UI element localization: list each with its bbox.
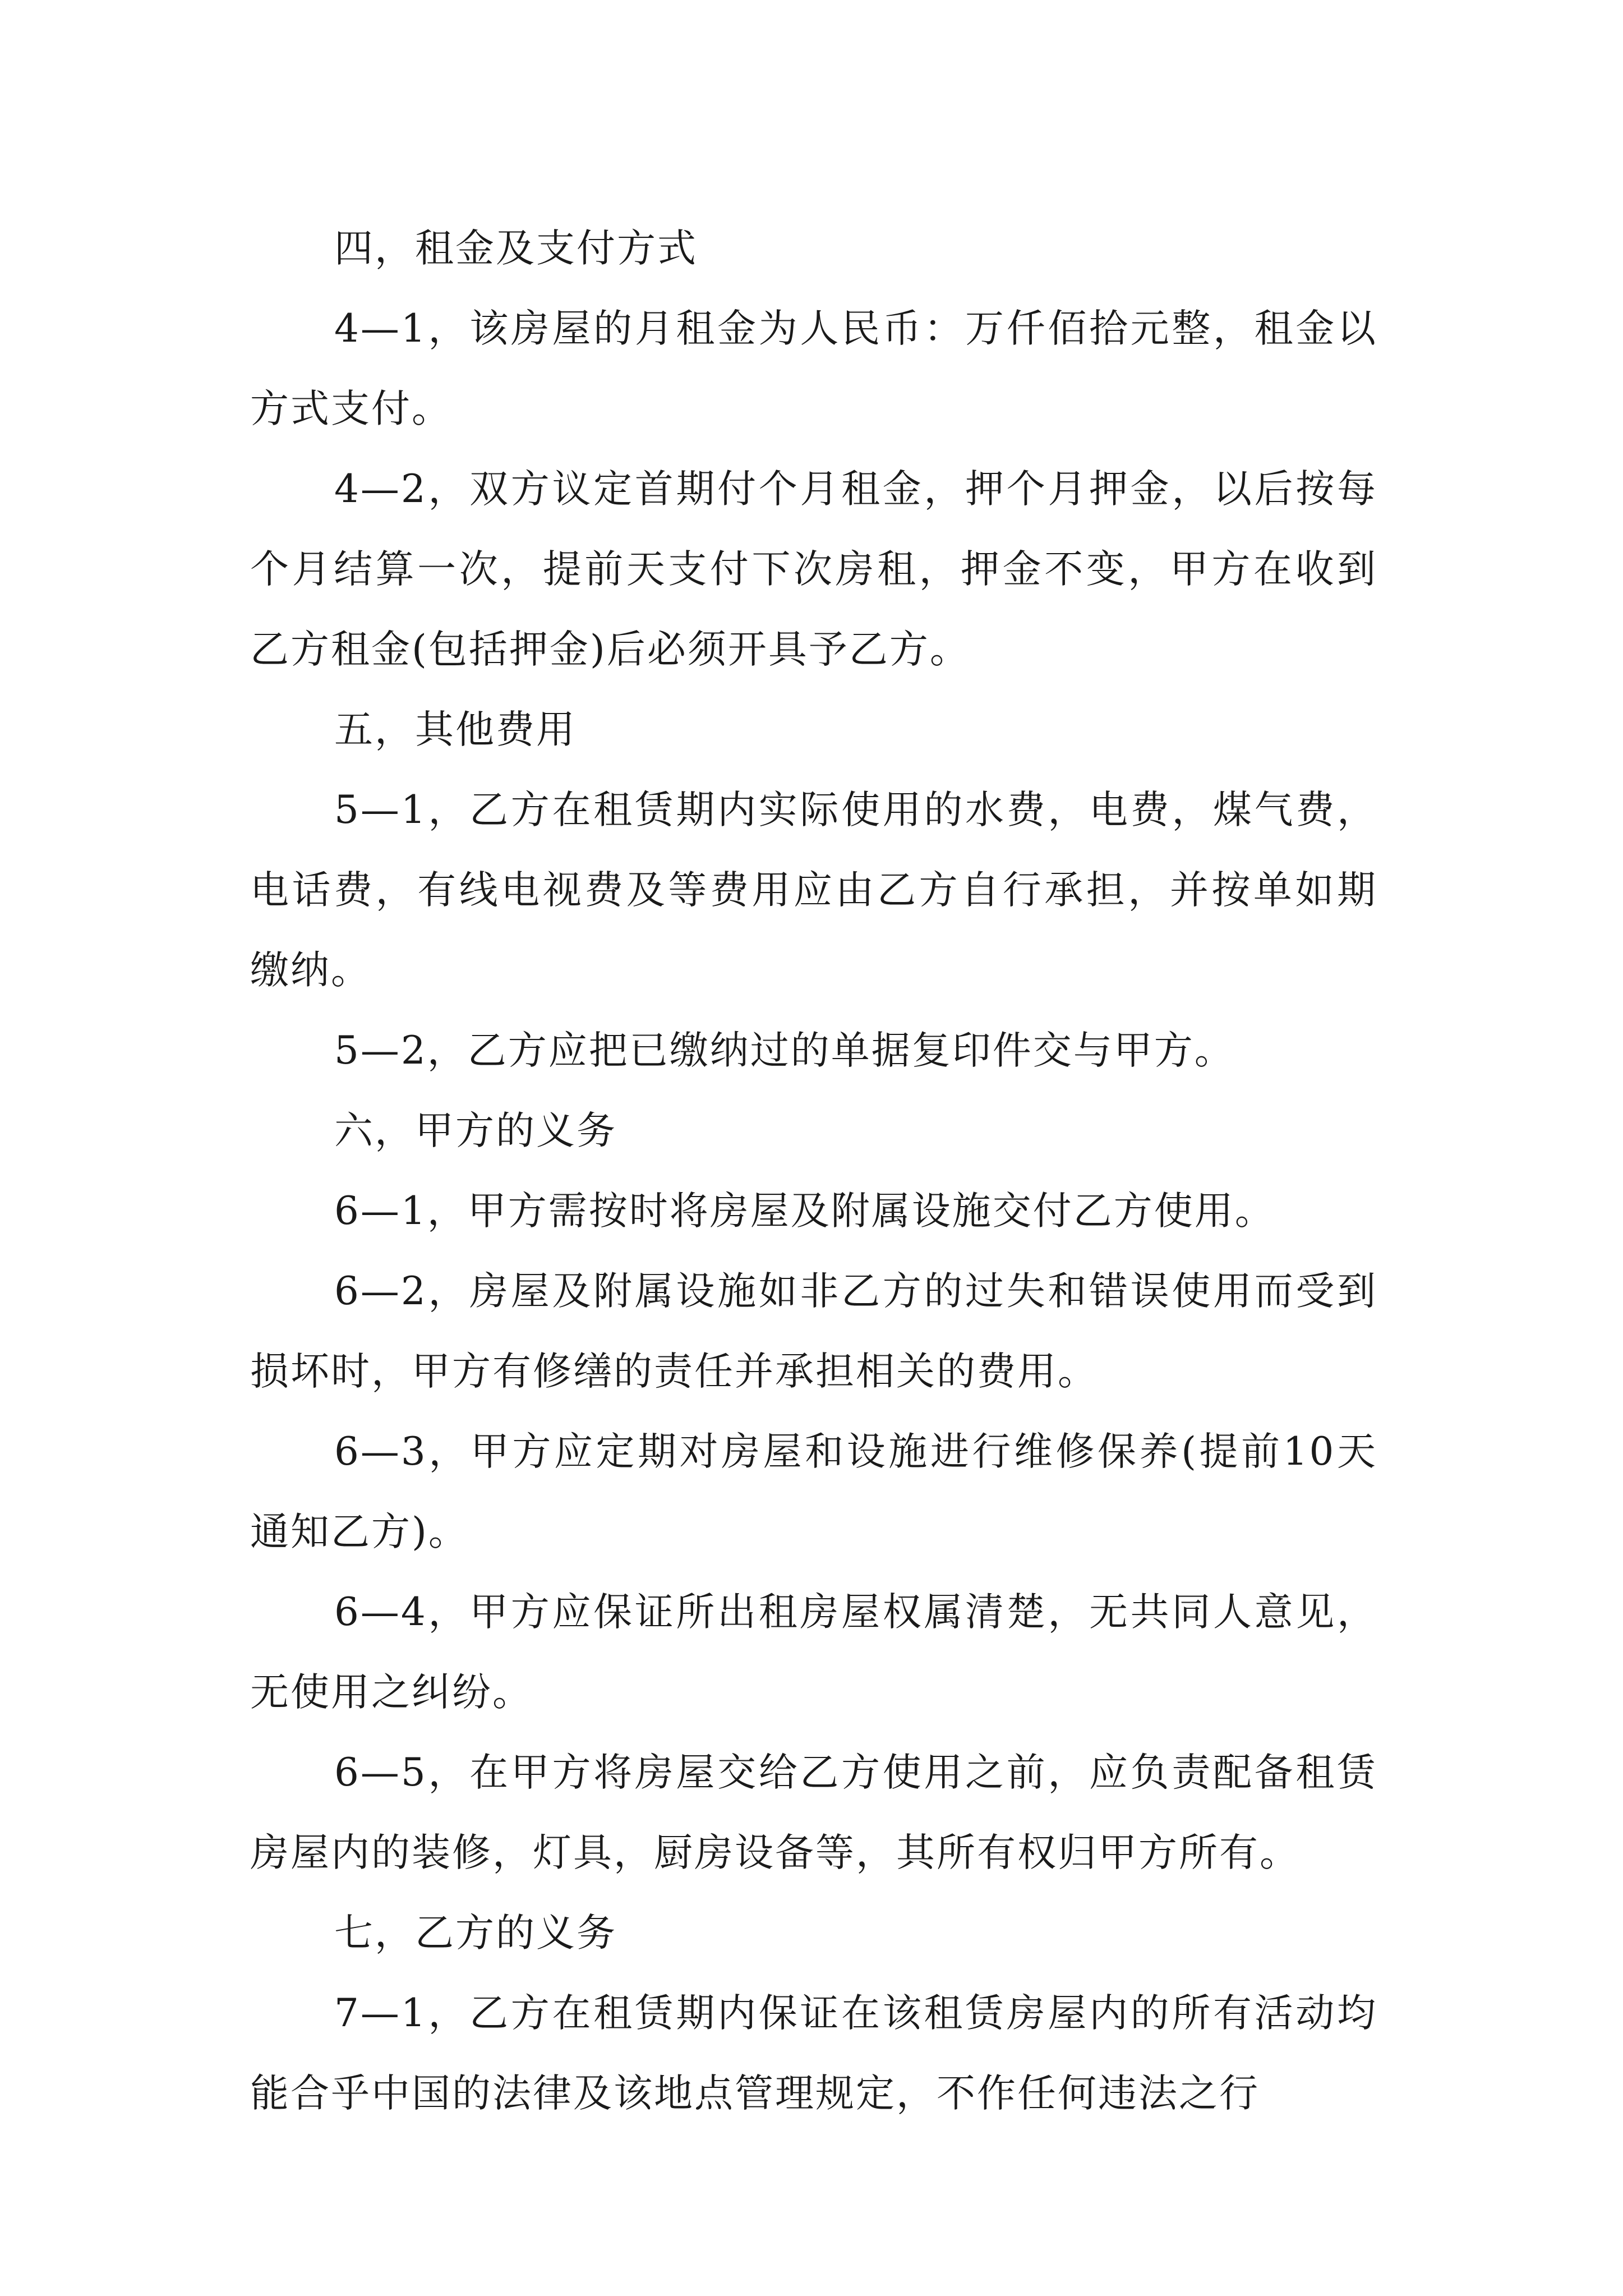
section-heading-7: 七，乙方的义务	[334, 1911, 617, 1955]
clause-6-2: 6—2，房屋及附属设施如非乙方的过失和错误使用而受到损坏时，甲方有修缮的责任并承担相关的费用。	[250, 1269, 1377, 1394]
clause-4-2: 4—2，双方议定首期付个月租金，押个月押金，以后按每个月结算一次，提前天支付下次房租，押金不变，甲方在收到乙方租金(包括押金)后必须开具予乙方。	[250, 467, 1377, 672]
clause-6-4: 6—4，甲方应保证所出租房屋权属清楚，无共同人意见，无使用之纠纷。	[250, 1590, 1377, 1715]
clause-4-1: 4—1，该房屋的月租金为人民币：万仟佰拾元整，租金以方式支付。	[250, 306, 1377, 431]
clause-5-2: 5—2，乙方应把已缴纳过的单据复印件交与甲方。	[334, 1028, 1235, 1073]
document-body	[250, 209, 1377, 2134]
clause-6-3: 6—3，甲方应定期对房屋和设施进行维修保养(提前10天通知乙方)。	[250, 1429, 1377, 1554]
clause-6-5: 6—5，在甲方将房屋交给乙方使用之前，应负责配备租赁房屋内的装修，灯具，厨房设备等，其所有权归甲方所有。	[250, 1750, 1377, 1875]
clause-6-1: 6—1，甲方需按时将房屋及附属设施交付乙方使用。	[334, 1189, 1275, 1234]
section-heading-5: 五，其他费用	[334, 707, 577, 752]
section-heading-6: 六，甲方的义务	[334, 1108, 617, 1153]
clause-5-1: 5—1，乙方在租赁期内实际使用的水费，电费，煤气费，电话费，有线电视费及等费用应由乙方自行承担，并按单如期缴纳。	[250, 788, 1377, 993]
clause-7-1: 7—1，乙方在租赁期内保证在该租赁房屋内的所有活动均能合乎中国的法律及该地点管理规定，不作任何违法之行	[250, 1991, 1377, 2116]
section-heading-4: 四，租金及支付方式	[334, 226, 698, 271]
